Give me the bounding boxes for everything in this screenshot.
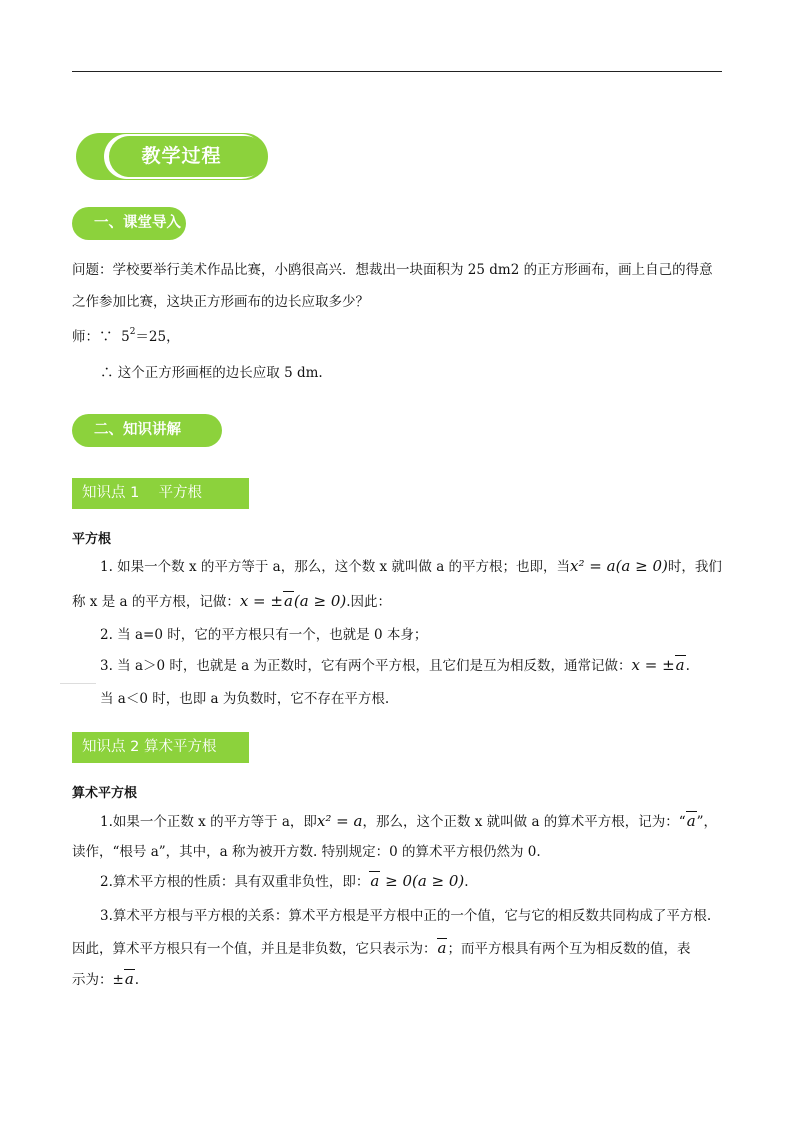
k1-p4: 当 a＜0 时，也即 a 为负数时，它不存在平方根.	[100, 691, 390, 707]
faint-rule	[60, 683, 96, 684]
teacher-line: 师：∵ $5^2=25$，	[72, 327, 180, 345]
k2-p2: 2.算术平方根的性质：具有双重非负性，即：a ≥ 0(a ≥ 0).	[100, 872, 469, 890]
k2-p3-line2: 因此，算术平方根只有一个值，并且是非负数，它只表示为：a；而平方根具有两个互为相反数的值，表	[72, 939, 691, 957]
problem-line-1: 问题：学校要举行美术作品比赛，小鸥很高兴．想裁出一块面积为 25 dm2 的正方形画布，画上自己的得意	[72, 262, 713, 278]
k1-heading: 平方根	[72, 532, 112, 547]
banner-title: 教学过程	[141, 145, 222, 167]
knowledge-point-1-bar: 知识点 1 平方根	[72, 478, 249, 509]
k2-p3-line1: 3.算术平方根与平方根的关系：算术平方根是平方根中正的一个值，它与它的相反数共同构成了平方根.	[100, 908, 712, 924]
therefore-line: ∴ 这个正方形画框的边长应取 5 dm.	[100, 365, 323, 381]
k2-p1-line2: 读作，“根号 a”，其中，a 称为被开方数. 特别规定：0 的算术平方根仍然为 0.	[72, 844, 541, 860]
k1-p1-line2: 称 x 是 a 的平方根，记做：x = ±a(a ≥ 0).因此：	[72, 592, 392, 610]
k1-p3: 3. 当 a＞0 时，也就是 a 为正数时，它有两个平方根，且它们是互为相反数，通常记做：x = ±a.	[100, 656, 690, 674]
k2-p3-line3: 示为：±a.	[72, 970, 140, 988]
problem-line-2: 之作参加比赛，这块正方形画布的边长应取多少？	[72, 294, 369, 310]
knowledge-point-2-bar: 知识点 2 算术平方根	[72, 732, 249, 763]
k1-p2: 2. 当 a=0 时，它的平方根只有一个，也就是 0 本身；	[100, 627, 428, 643]
k2-p1-line1: 1.如果一个正数 x 的平方等于 a，即x² = a，那么，这个正数 x 就叫做 a 的算术平方根，记为：“a”，	[100, 812, 718, 830]
section-title-knowledge: 二、知识讲解	[72, 414, 222, 447]
header-rule	[72, 71, 722, 72]
k1-p1-line1: 1. 如果一个数 x 的平方等于 a，那么，这个数 x 就叫做 a 的平方根；也即，当x² = a(a ≥ 0)时，我们	[100, 557, 722, 575]
k2-heading: 算术平方根	[72, 786, 138, 801]
section-banner	[76, 133, 268, 180]
section-title-intro: 一、课堂导入	[72, 207, 186, 240]
